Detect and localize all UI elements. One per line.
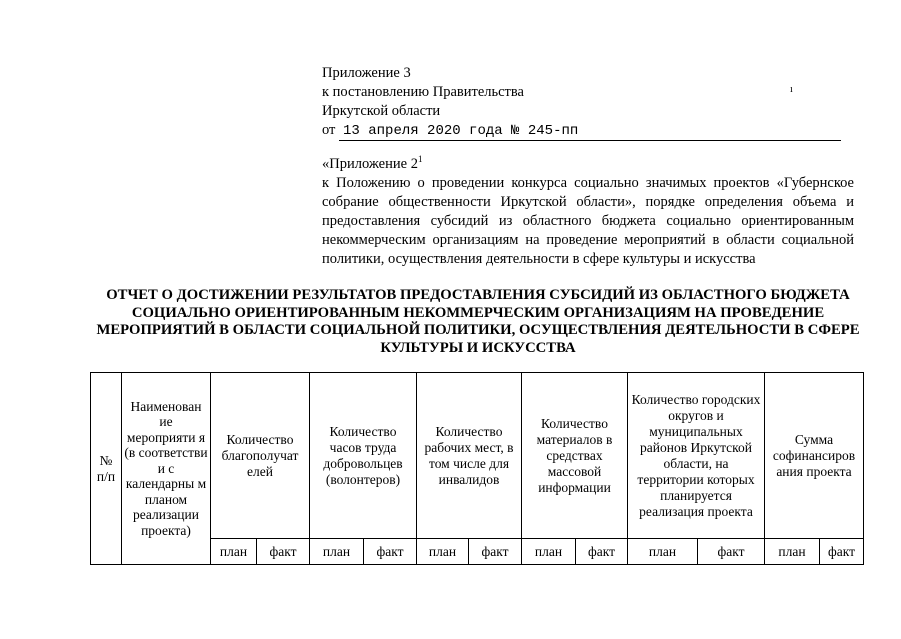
report-table [90,372,864,565]
jobs-fact: факт [469,539,522,565]
date-prefix: от [322,122,336,138]
header-line-resolution: к постановлению Правительства [322,84,524,100]
districts-fact: факт [698,539,765,565]
col-beneficiaries-header: Количество благополучат елей [211,373,310,539]
header-date-line [322,121,852,141]
volunteer-hours-fact: факт [364,539,417,565]
col-jobs-header: Количество рабочих мест, в том числе для инвалидов [417,373,522,539]
date-value: 13 апреля 2020 года № 245-пп [339,123,841,141]
approval-header [322,64,852,141]
jobs-plan: план [417,539,469,565]
beneficiaries-fact: факт [257,539,310,565]
cofinancing-fact: факт [820,539,864,565]
appendix-title-superscript: 1 [417,154,423,164]
appendix-title: «Приложение $2^1$ [322,154,423,172]
media-plan: план [522,539,576,565]
col-volunteer-hours-header: Количество часов труда добровольцев (волонтеров) [310,373,417,539]
header-line-appendix: Приложение 3 [322,65,411,81]
scan-speck: ı [790,84,793,95]
districts-plan: план [628,539,698,565]
cofinancing-plan: план [765,539,820,565]
appendix-body: к Положению о проведении конкурса социально значимых проектов «Губернское собрание общественности Иркутской области», порядке определения объема и предоставления субсидий из областного бюджета социально ориентированным некоммерческим организациям на проведение мероприятий в области социальной политики, осуществления деятельности в сфере культуры и искусства [322,174,854,267]
volunteer-hours-plan: план [310,539,364,565]
col-number-header: № п/п [91,373,122,565]
table-header-row [91,373,864,539]
col-cofinancing-header: Сумма софинансиров ания проекта [765,373,864,539]
header-line-region: Иркутской области [322,103,441,119]
beneficiaries-plan: план [211,539,257,565]
col-districts-header: Количество городских округов и муниципальных районов Иркутской области, на территории которых планируется реализация проекта [628,373,765,539]
col-event-header: Наименован ие мероприяти я (в соответстви и с календарны м планом реализации проекта) [122,373,211,565]
media-fact: факт [576,539,628,565]
col-media-header: Количество материалов в средствах массовой информации [522,373,628,539]
appendix-reference [322,150,854,269]
document-title: ОТЧЕТ О ДОСТИЖЕНИИ РЕЗУЛЬТАТОВ ПРЕДОСТАВЛЕНИЯ СУБСИДИЙ ИЗ ОБЛАСТНОГО БЮДЖЕТА СОЦИАЛЬНО ОРИЕНТИРОВАННЫМ НЕКОММЕРЧЕСКИМ ОРГАНИЗАЦИЯМ НА ПРОВЕДЕНИЕ МЕРОПРИЯТИЙ В ОБЛАСТИ СОЦИАЛЬНОЙ ПОЛИТИКИ, ОСУЩЕСТВЛЕНИЯ ДЕЯТЕЛЬНОСТИ В СФЕРЕ КУЛЬТУРЫ И ИСКУССТВА [96,287,860,356]
